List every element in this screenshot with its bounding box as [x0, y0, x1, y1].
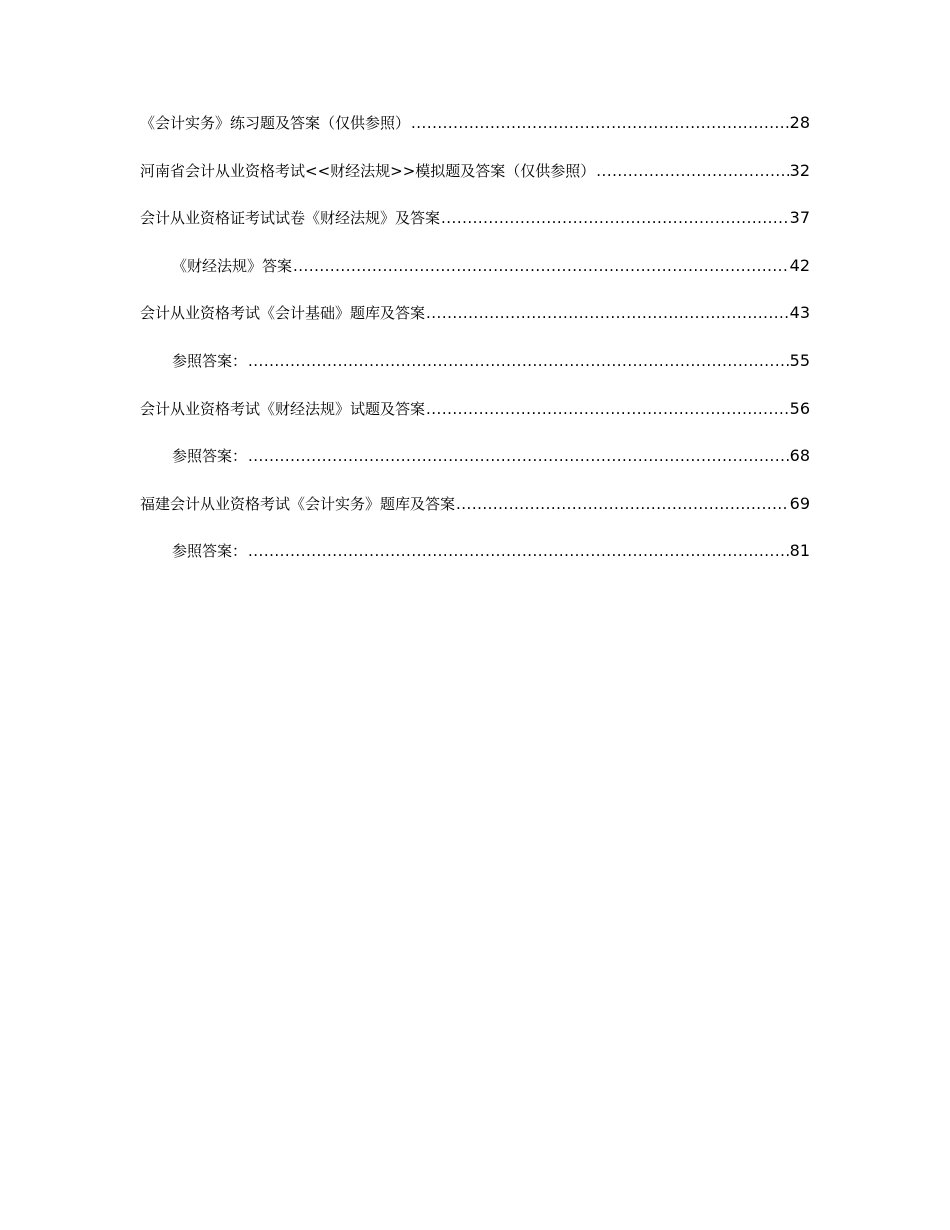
- toc-dot-leader: [426, 397, 789, 421]
- toc-entry-title: 会计从业资格考试《财经法规》试题及答案: [140, 399, 426, 418]
- table-of-contents: [140, 111, 810, 587]
- toc-entry[interactable]: [140, 301, 810, 349]
- toc-entry-title: 参照答案：: [172, 542, 248, 561]
- toc-dot-leader: [456, 492, 789, 516]
- toc-entry-page-number: 32: [789, 160, 810, 180]
- toc-entry-page-number: 42: [789, 255, 810, 275]
- toc-entry-title: 福建会计从业资格考试《会计实务》题库及答案: [140, 494, 456, 513]
- toc-entry-title: 《财经法规》答案: [172, 256, 293, 275]
- toc-entry[interactable]: [140, 397, 810, 445]
- toc-entry-page-number: 56: [789, 398, 810, 418]
- toc-entry-page-number: 55: [789, 350, 810, 370]
- toc-dot-leader: [596, 159, 788, 183]
- toc-dot-leader: [248, 539, 789, 563]
- toc-entry[interactable]: [140, 349, 810, 397]
- toc-entry[interactable]: [140, 159, 810, 207]
- toc-entry-page-number: 28: [789, 113, 810, 132]
- toc-entry-page-number: 81: [789, 541, 810, 561]
- toc-entry[interactable]: [140, 111, 810, 159]
- toc-entry[interactable]: [140, 444, 810, 492]
- toc-entry-title: 参照答案：: [172, 447, 248, 466]
- toc-entry-page-number: 69: [789, 493, 810, 513]
- toc-entry-page-number: 37: [789, 208, 810, 228]
- toc-entry-title: 会计从业资格考试《会计基础》题库及答案: [140, 304, 426, 323]
- toc-entry[interactable]: [140, 206, 810, 254]
- toc-dot-leader: [411, 111, 789, 135]
- toc-entry-title: 参照答案：: [172, 351, 248, 370]
- toc-entry[interactable]: [140, 254, 810, 302]
- toc-entry-page-number: 43: [789, 303, 810, 323]
- toc-entry[interactable]: [140, 492, 810, 540]
- toc-dot-leader: [426, 301, 789, 325]
- toc-dot-leader: [248, 349, 789, 373]
- toc-dot-leader: [248, 444, 789, 468]
- toc-entry-page-number: 68: [789, 446, 810, 466]
- toc-entry-title: 《会计实务》练习题及答案（仅供参照）: [140, 114, 411, 132]
- toc-entry-title: 会计从业资格证考试试卷《财经法规》及答案: [140, 209, 441, 228]
- toc-entry-title: 河南省会计从业资格考试<<财经法规>>模拟题及答案（仅供参照）: [140, 161, 596, 180]
- toc-dot-leader: [441, 206, 789, 230]
- toc-entry[interactable]: [140, 539, 810, 587]
- toc-dot-leader: [293, 254, 789, 278]
